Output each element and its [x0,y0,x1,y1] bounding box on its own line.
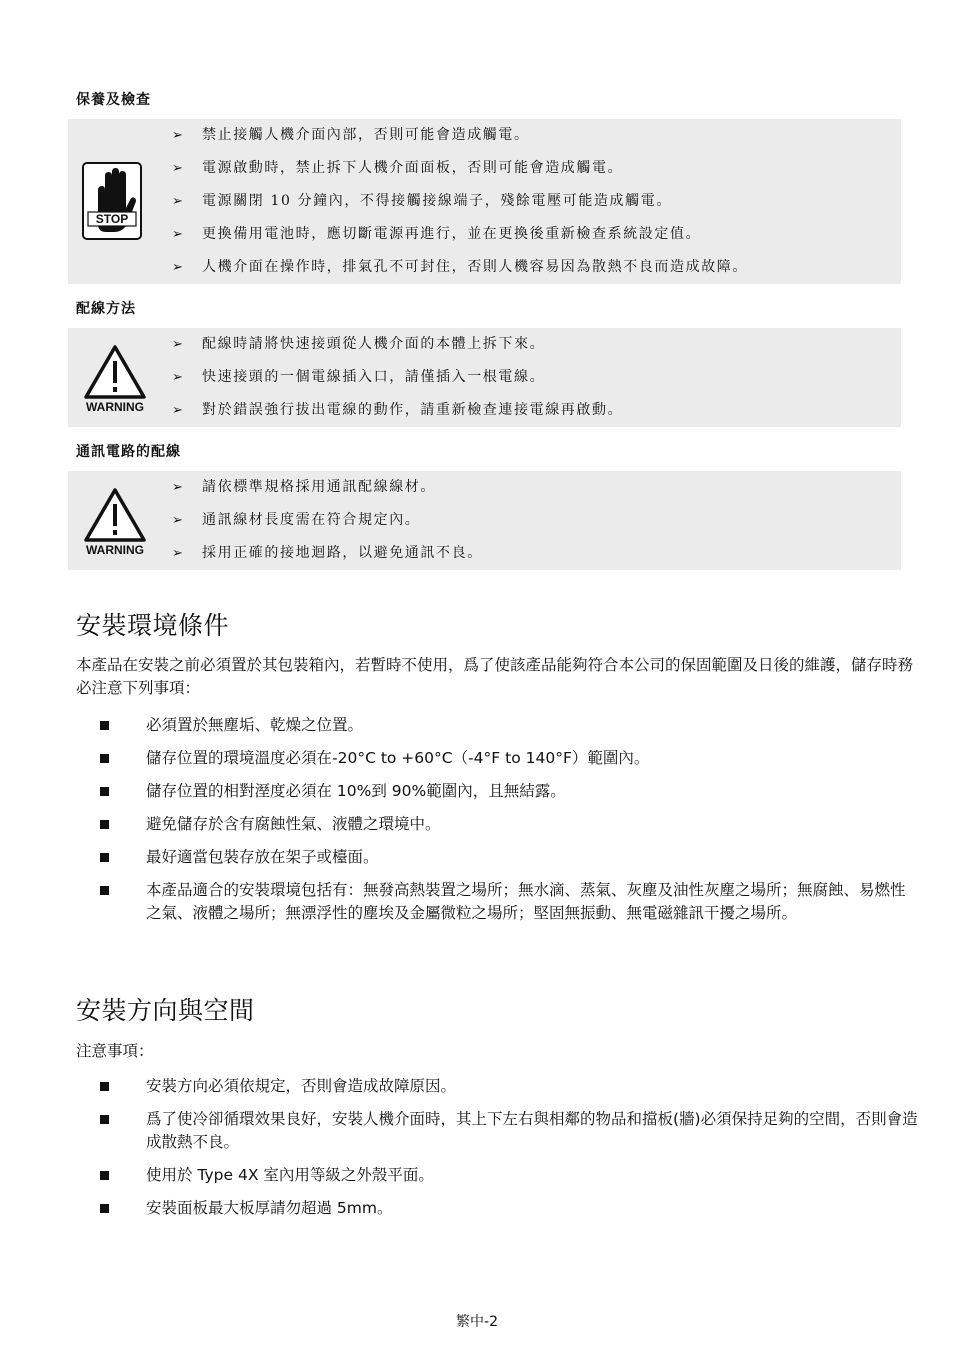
stop-hand-icon [82,162,142,244]
list-item: 避免儲存於含有腐蝕性氣、液體之環境中。 [98,813,920,836]
arrow-bullet-icon: ➢ [172,337,183,352]
arrow-bullet-icon: ➢ [172,128,183,143]
list-item: 本產品適合的安裝環境包括有：無發高熱裝置之場所；無水滴、蒸氣、灰塵及油性灰塵之場所；無腐蝕、易燃性之氣、液體之場所；無漂浮性的塵埃及金屬微粒之場所；堅固無振動、無電磁雜訊干擾之場所。 [98,879,920,925]
heading-install-orientation: 安裝方向與空間 [76,996,255,1025]
orient-list [98,1075,920,1230]
wiring-list [172,334,623,433]
page-number: 繁中-2 [456,1314,498,1330]
list-item: ➢ 電源啟動時，禁止拆下人機介面面板，否則可能會造成觸電。 [172,158,748,191]
list-item: 爲了使冷卻循環效果良好，安裝人機介面時，其上下左右與相鄰的物品和擋板(牆)必須保持足夠的空間，否則會造成散熱不良。 [98,1108,920,1154]
arrow-bullet-icon: ➢ [172,260,183,275]
list-item: ➢ 電源關閉 10 分鐘內，不得接觸接線端子，殘餘電壓可能造成觸電。 [172,191,748,224]
orient-intro: 注意事項： [76,1042,154,1060]
arrow-bullet-icon: ➢ [172,227,183,242]
list-item: ➢ 禁止接觸人機介面內部，否則可能會造成觸電。 [172,125,748,158]
list-item: 安裝面板最大板厚請勿超過 5mm。 [98,1197,920,1220]
section-title-maintenance: 保養及檢查 [76,92,151,108]
list-item: ➢ 快速接頭的一個電線插入口，請僅插入一根電線。 [172,367,623,400]
warning-triangle-icon [82,343,148,419]
section-title-comm-wiring: 通訊電路的配線 [76,444,181,460]
list-item: 安裝方向必須依規定，否則會造成故障原因。 [98,1075,920,1098]
maintenance-box [68,119,901,284]
list-item: ➢ 更換備用電池時，應切斷電源再進行，並在更換後重新檢查系統設定值。 [172,224,748,257]
list-item: ➢ 採用正確的接地迴路，以避免通訊不良。 [172,543,483,576]
arrow-bullet-icon: ➢ [172,370,183,385]
env-list [98,714,920,935]
maintenance-list [172,125,748,290]
warning-icon-label: WARNING [86,543,144,557]
heading-install-environment: 安裝環境條件 [76,611,230,640]
arrow-bullet-icon: ➢ [172,480,183,495]
list-item: 使用於 Type 4X 室內用等級之外殼平面。 [98,1164,920,1187]
env-intro: 本產品在安裝之前必須置於其包裝箱內，若暫時不使用，爲了使該產品能夠符合本公司的保固範圍及日後的維護，儲存時務必注意下列事項： [76,656,914,697]
section-title-wiring: 配線方法 [76,301,136,317]
wiring-box [68,328,901,427]
list-item: 儲存位置的相對溼度必須在 10%到 90%範圍內，且無結露。 [98,780,920,803]
list-item: ➢ 配線時請將快速接頭從人機介面的本體上拆下來。 [172,334,623,367]
list-item: ➢ 人機介面在操作時，排氣孔不可封住，否則人機容易因為散熱不良而造成故障。 [172,257,748,290]
list-item: 最好適當包裝存放在架子或檯面。 [98,846,920,869]
warning-triangle-icon [82,486,148,562]
list-item: ➢ 請依標準規格採用通訊配線線材。 [172,477,483,510]
arrow-bullet-icon: ➢ [172,513,183,528]
arrow-bullet-icon: ➢ [172,546,183,561]
arrow-bullet-icon: ➢ [172,161,183,176]
arrow-bullet-icon: ➢ [172,194,183,209]
arrow-bullet-icon: ➢ [172,403,183,418]
list-item: ➢ 對於錯誤強行拔出電線的動作，請重新檢查連接電線再啟動。 [172,400,623,433]
list-item: ➢ 通訊線材長度需在符合規定內。 [172,510,483,543]
warning-icon-label: WARNING [86,400,144,414]
list-item: 必須置於無塵垢、乾燥之位置。 [98,714,920,737]
comm-wiring-list [172,477,483,576]
comm-wiring-box [68,471,901,570]
list-item: 儲存位置的環境溫度必須在-20°C to +60°C（-4°F to 140°F）範圍內。 [98,747,920,770]
stop-icon-label: STOP [95,212,129,226]
